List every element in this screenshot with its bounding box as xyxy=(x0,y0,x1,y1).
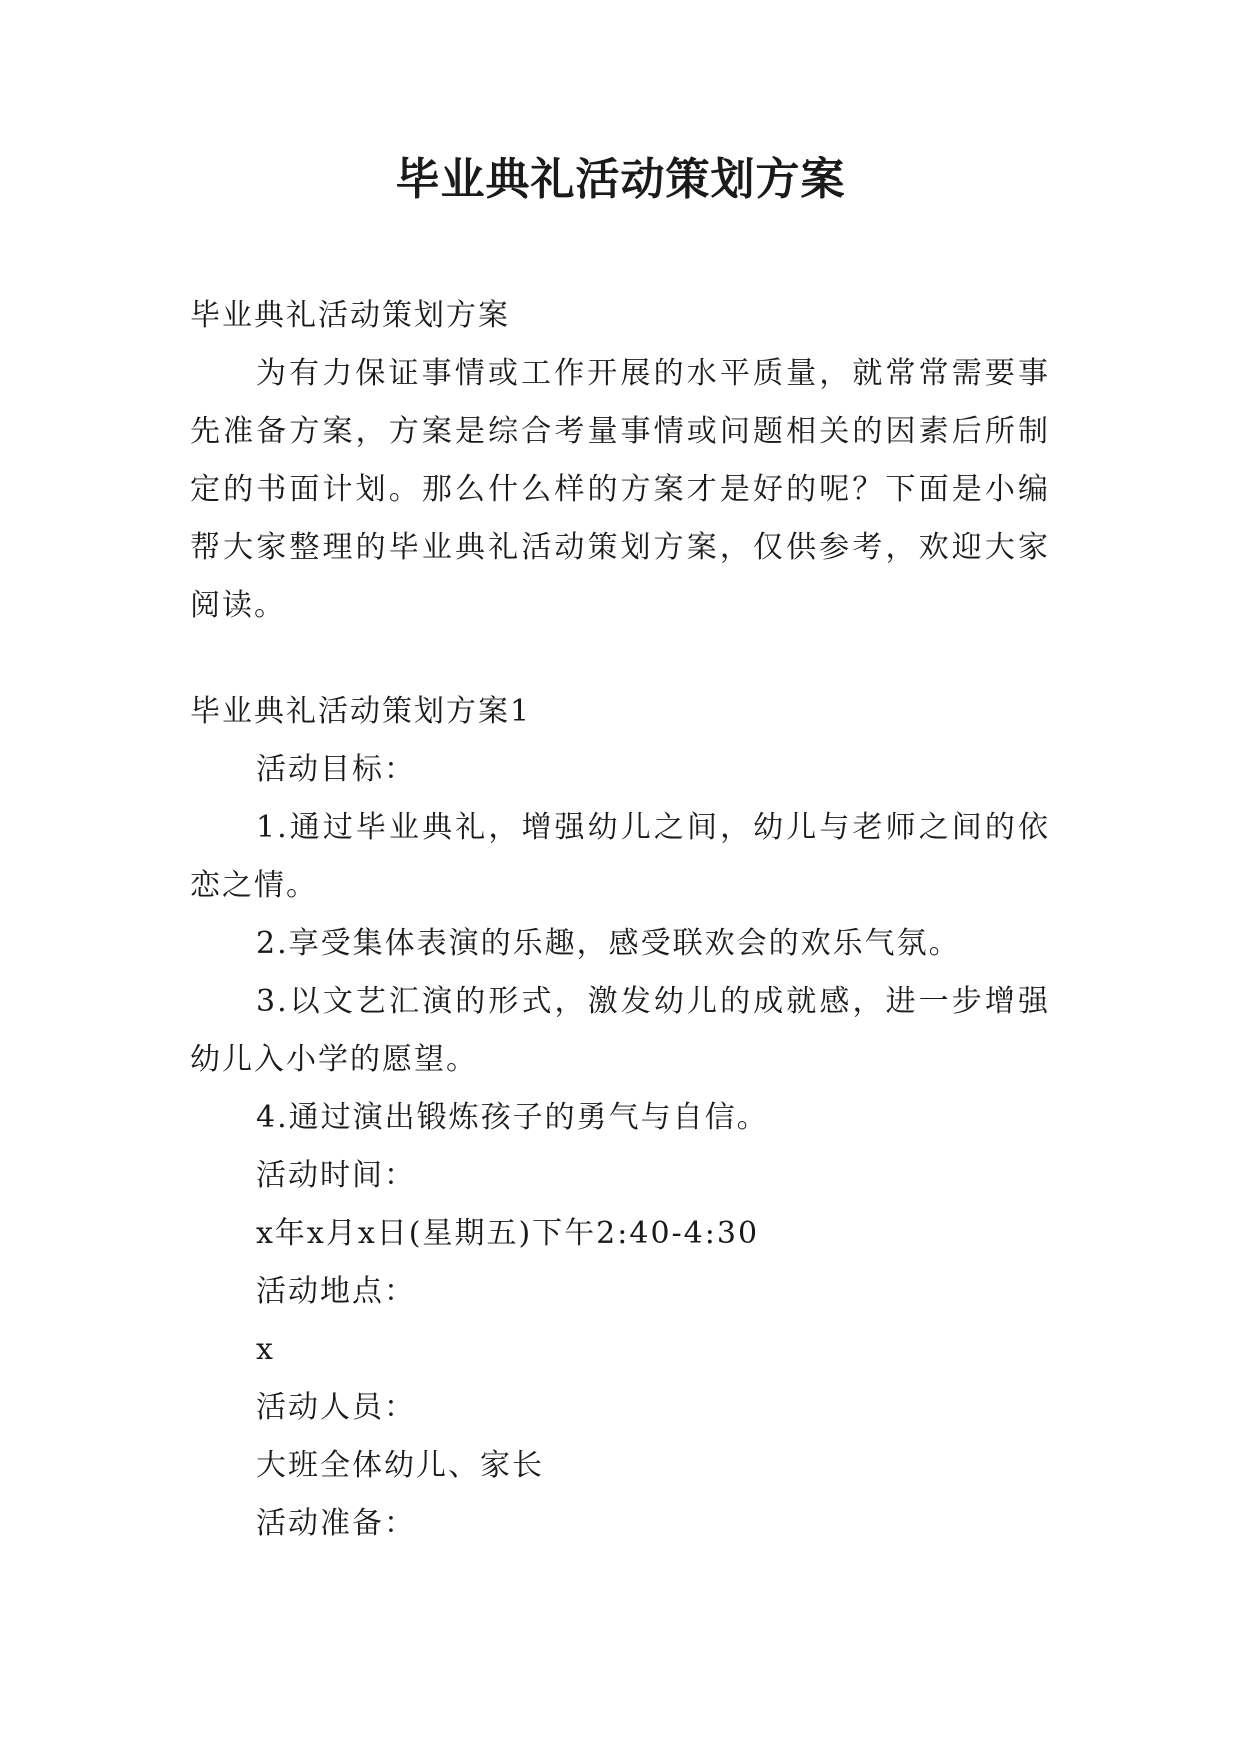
document-body xyxy=(190,287,1050,1553)
document-subtitle: 毕业典礼活动策划方案 xyxy=(190,298,510,333)
people-label: 活动人员： xyxy=(256,1390,416,1425)
prep-label: 活动准备： xyxy=(256,1506,416,1541)
people-value: 大班全体幼儿、家长 xyxy=(256,1448,544,1483)
paragraph-gap xyxy=(190,635,1050,683)
time-label: 活动时间： xyxy=(256,1158,416,1193)
intro-paragraph: 为有力保证事情或工作开展的水平质量，就常常需要事先准备方案，方案是综合考量事情或问题相关的因素后所制定的书面计划。那么什么样的方案才是好的呢？下面是小编帮大家整理的毕业典礼活动策划方案，仅供参考，欢迎大家阅读。 xyxy=(190,356,1050,623)
goal-item-1: 1.通过毕业典礼，增强幼儿之间，幼儿与老师之间的依恋之情。 xyxy=(190,810,1050,903)
document-title: 毕业典礼活动策划方案 xyxy=(395,154,846,205)
section-heading: 毕业典礼活动策划方案1 xyxy=(190,694,532,729)
goal-item-4: 4.通过演出锻炼孩子的勇气与自信。 xyxy=(256,1100,769,1135)
goal-item-3: 3.以文艺汇演的形式，激发幼儿的成就感，进一步增强幼儿入小学的愿望。 xyxy=(190,984,1050,1077)
goals-label: 活动目标： xyxy=(256,752,416,787)
goal-item-2: 2.享受集体表演的乐趣，感受联欢会的欢乐气氛。 xyxy=(256,926,961,961)
time-value: x年x月x日(星期五)下午2:40-4:30 xyxy=(256,1216,760,1251)
place-label: 活动地点： xyxy=(256,1274,416,1309)
place-value: x xyxy=(256,1332,275,1367)
